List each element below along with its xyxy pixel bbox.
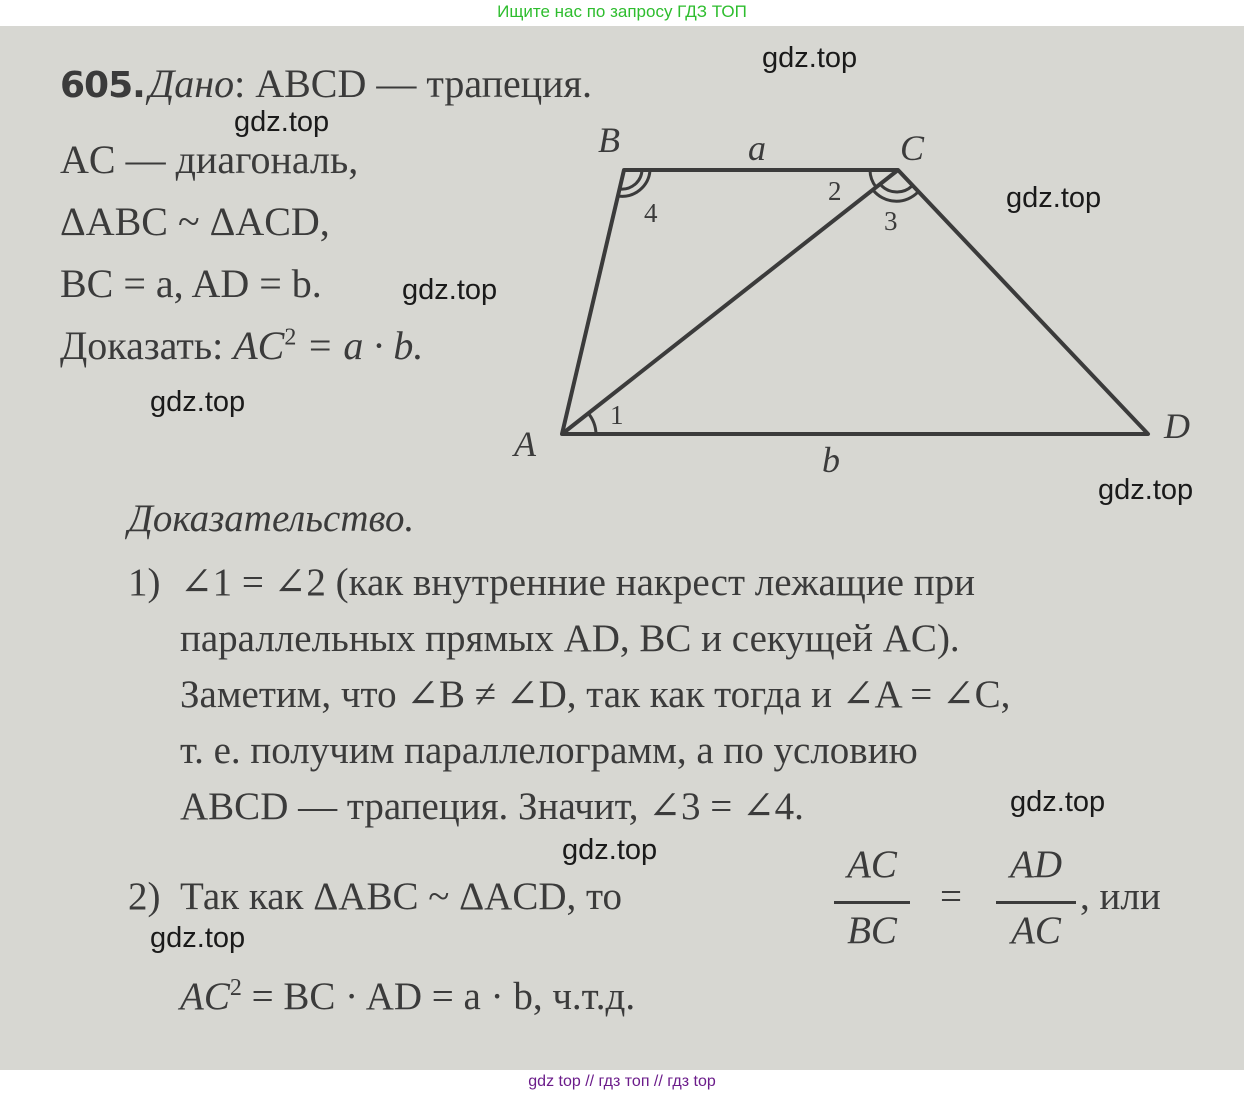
- watermark-9: gdz.top: [150, 922, 246, 954]
- step1-line-1: ∠1 = ∠2 (как внутренние накрест лежащие при: [180, 561, 975, 604]
- diagonal-ac: [562, 170, 898, 434]
- side-ad-label: b: [822, 440, 840, 480]
- final-expr-sup: 2: [229, 975, 242, 1001]
- fraction-1-denominator: BC: [847, 909, 897, 952]
- fraction-1-numerator: AC: [847, 843, 897, 886]
- step2-text: Так как ΔABC ~ ΔACD, то: [180, 875, 623, 918]
- step2-tail: , или: [1080, 875, 1161, 918]
- fraction-1-bar: [834, 901, 910, 904]
- angle-2-label: 2: [828, 176, 842, 206]
- angle-1-arc: [588, 413, 596, 434]
- side-bc-label: a: [748, 128, 766, 168]
- angle-1-label: 1: [610, 400, 624, 430]
- given-line-3: ΔABC ~ ΔACD,: [60, 199, 330, 244]
- given-label: Дано: [148, 61, 235, 106]
- watermark-8: gdz.top: [562, 834, 658, 866]
- angle-3-label: 3: [884, 206, 898, 236]
- textbook-page: [0, 26, 1244, 1070]
- step1-line-4: т. е. получим параллелограмм, а по условию: [180, 729, 918, 772]
- step1-line-2: параллельных прямых AD, BC и секущей AC).: [180, 617, 960, 660]
- angle-4-label: 4: [644, 198, 658, 228]
- problem-number: 605.: [60, 65, 145, 106]
- step1-line-3: Заметим, что ∠B ≠ ∠D, так как тогда и ∠A = ∠C,: [180, 673, 1011, 716]
- angle-2-arc: [870, 170, 876, 187]
- vertex-c-label: C: [900, 128, 925, 168]
- watermark-1: gdz.top: [762, 42, 858, 74]
- prove-line: [60, 322, 423, 369]
- watermark-5: gdz.top: [150, 386, 246, 418]
- fraction-2-denominator: AC: [1011, 909, 1061, 952]
- angle-3-arc-inner: [880, 184, 912, 192]
- step2-number: 2): [128, 875, 161, 918]
- watermark-7: gdz.top: [1010, 786, 1106, 818]
- fraction-ac-over-bc: [834, 842, 910, 972]
- watermark-6: gdz.top: [1098, 474, 1194, 506]
- top-banner: Ищите нас по запросу ГДЗ ТОП: [497, 2, 747, 21]
- final-equation: [180, 974, 635, 1019]
- vertex-d-label: D: [1164, 406, 1190, 446]
- fraction-2-bar: [996, 901, 1076, 904]
- final-expr-b: = BC · AD = a · b, ч.т.д.: [241, 975, 636, 1018]
- watermark-2: gdz.top: [234, 106, 330, 138]
- fraction-equals: =: [940, 875, 962, 918]
- prove-expr-b: = a · b.: [296, 323, 424, 368]
- vertex-a-label: A: [514, 424, 536, 464]
- step1-line-5: ABCD — трапеция. Значит, ∠3 = ∠4.: [180, 785, 804, 828]
- fraction-ad-over-ac: [996, 842, 1076, 972]
- prove-label: Доказать:: [60, 323, 224, 368]
- prove-expr-sup: 2: [284, 324, 297, 351]
- watermark-4: gdz.top: [402, 274, 498, 306]
- vertex-b-label: B: [598, 120, 620, 160]
- proof-heading: Доказательство.: [128, 497, 415, 540]
- fraction-2-numerator: AD: [1010, 843, 1062, 886]
- given-line-2: AC — диагональ,: [60, 137, 359, 182]
- watermark-3: gdz.top: [1006, 182, 1102, 214]
- given-line-4: BC = a, AD = b.: [60, 261, 322, 306]
- bottom-banner: gdz top // гдз топ // гдз top: [528, 1073, 716, 1090]
- step1-number: 1): [128, 561, 161, 604]
- trapezoid-figure: [500, 116, 1220, 496]
- final-expr-a: AC: [180, 975, 230, 1018]
- given-line-1: : ABCD — трапеция.: [234, 61, 592, 106]
- problem-header: [60, 60, 592, 107]
- prove-expr-a: AC: [233, 323, 285, 368]
